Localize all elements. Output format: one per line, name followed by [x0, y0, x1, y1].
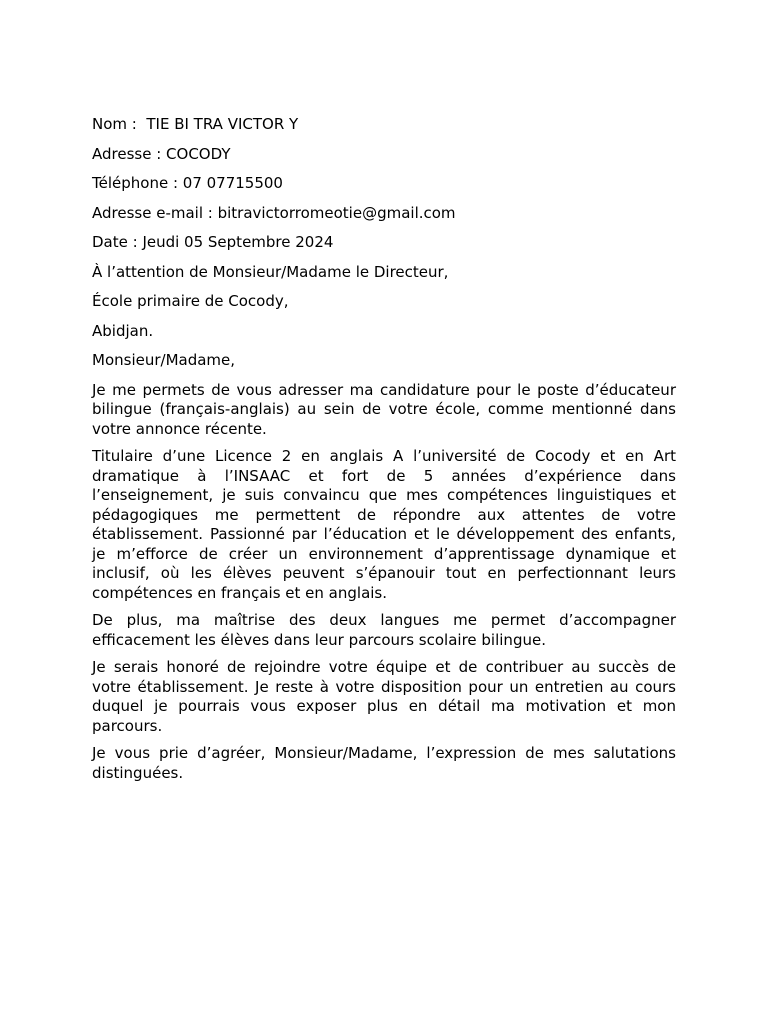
letter-date: Date : Jeudi 05 Septembre 2024: [92, 233, 334, 251]
sender-block: [92, 115, 676, 253]
paragraph-qualifications: Titulaire d’une Licence 2 en anglais A l’université de Cocody et en Art dramatique à l’INSAAC et fort de 5 années d’expérience dans l’enseignement, je suis convaincu que mes compétences linguistiques et pédagogiques me permettent de répondre aux attentes de votre établissement. Passionné par l’éducation et le développement des enfants, je m’efforce de créer un environnement d’apprentissage dynamique et inclusif, où les élèves peuvent s’épanouir tout en perfectionnant leurs compétences en français et en anglais.: [92, 447, 676, 602]
recipient-city: Abidjan.: [92, 321, 154, 340]
recipient-block: [92, 263, 676, 342]
paragraph-closing: Je vous prie d’agréer, Monsieur/Madame, l’expression de mes salutations distinguées.: [92, 744, 676, 782]
sender-email: Adresse e-mail : bitravictorromeotie@gmail.com: [92, 203, 456, 222]
paragraph-availability: Je serais honoré de rejoindre votre équipe et de contribuer au succès de votre établissement. Je reste à votre disposition pour un entretien au cours duquel je pourrais vous exposer plus en détail ma motivation et mon parcours.: [92, 658, 676, 735]
sender-phone: Téléphone : 07 07715500: [92, 174, 283, 192]
salutation: Monsieur/Madame,: [92, 351, 236, 369]
letter-body: [92, 351, 676, 783]
sender-name: Nom : TIE BI TRA VICTOR Y: [92, 115, 299, 133]
paragraph-intro: Je me permets de vous adresser ma candidature pour le poste d’éducateur bilingue (français-anglais) au sein de votre école, comme mentionné dans votre annonce récente.: [92, 380, 676, 438]
paragraph-languages: De plus, ma maîtrise des deux langues me permet d’accompagner efficacement les élèves dans leur parcours scolaire bilingue.: [92, 611, 676, 649]
recipient-school: École primaire de Cocody,: [92, 292, 289, 310]
sender-address: Adresse : COCODY: [92, 144, 231, 163]
recipient-attention: À l’attention de Monsieur/Madame le Directeur,: [92, 262, 449, 281]
